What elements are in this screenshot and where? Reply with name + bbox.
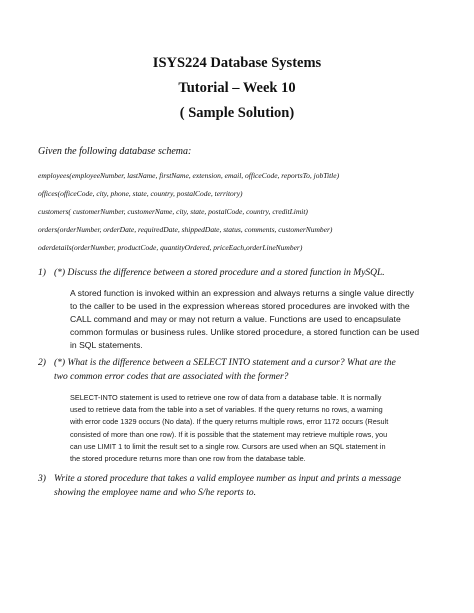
schema-offices: offices(officeCode, city, phone, state, country, postalCode, territory) bbox=[38, 189, 243, 198]
question-2-text bbox=[54, 356, 438, 384]
schema-orders: orders(orderNumber, orderDate, requiredDate, shippedDate, status, comments, customerNumber) bbox=[38, 225, 333, 234]
question-1-number: 1) bbox=[38, 268, 46, 278]
answer-1 bbox=[70, 287, 435, 352]
question-1-text: (*) Discuss the difference between a stored procedure and a stored function in MySQL. bbox=[54, 268, 385, 278]
answer-2-line: consisted of more than one row). If it is possible that the statement may retrieve multiple rows, you bbox=[70, 429, 388, 439]
question-3-text bbox=[54, 472, 438, 500]
solution-subtitle: ( Sample Solution) bbox=[179, 105, 295, 121]
schema-employees: employees(employeeNumber, lastName, firstName, extension, email, officeCode, reportsTo, jobTitle) bbox=[38, 171, 340, 180]
answer-1-line: CALL command and may or may not return a value. Functions are used to encapsulate bbox=[70, 314, 401, 324]
question-2-line: (*) What is the difference between a SELECT INTO statement and a cursor? What are the bbox=[54, 358, 396, 368]
schema-customers: customers( customerNumber, customerName, city, state, postalCode, country, creditLimit) bbox=[38, 207, 308, 216]
answer-1-line: to the caller to be used in the expression whereas stored procedures are invoked with the bbox=[70, 301, 410, 311]
answer-2-line: the stored procedure returns more than one row from the database table. bbox=[70, 454, 306, 464]
question-3-number: 3) bbox=[38, 474, 46, 484]
question-2-number: 2) bbox=[38, 358, 46, 368]
question-2-line: two common error codes that are associated with the former? bbox=[54, 372, 289, 382]
answer-2-line: can use LIMIT 1 to limit the result set to a single row. Cursors are used when an SQL statement in bbox=[70, 441, 386, 451]
answer-2 bbox=[70, 392, 436, 465]
answer-1-line: common formulas or business rules. Unlike stored procedure, a stored function can be used bbox=[70, 327, 420, 337]
question-3-line: Write a stored procedure that takes a valid employee number as input and prints a message bbox=[54, 474, 401, 484]
schema-intro: Given the following database schema: bbox=[38, 146, 192, 157]
schema-orderdetails: oderdetails(orderNumber, productCode, quantityOrdered, priceEach,orderLineNumber) bbox=[38, 243, 303, 252]
answer-2-line: with error code 1329 occurs (No data). If the query returns multiple rows, error 1172 occurs (Result bbox=[70, 417, 389, 427]
answer-1-line: A stored function is invoked within an expression and always returns a single value directly bbox=[70, 288, 414, 298]
answer-2-line: used to retrieve data from the table into a set of variables. If the query returns no rows, a warning bbox=[70, 405, 383, 415]
question-3-line: showing the employee name and who S/he reports to. bbox=[54, 488, 257, 498]
tutorial-title: Tutorial – Week 10 bbox=[178, 80, 296, 96]
answer-2-line: SELECT-INTO statement is used to retrieve one row of data from a database table. It is normally bbox=[70, 393, 382, 402]
course-title: ISYS224 Database Systems bbox=[152, 55, 322, 71]
answer-1-line: in SQL statements. bbox=[70, 340, 143, 350]
